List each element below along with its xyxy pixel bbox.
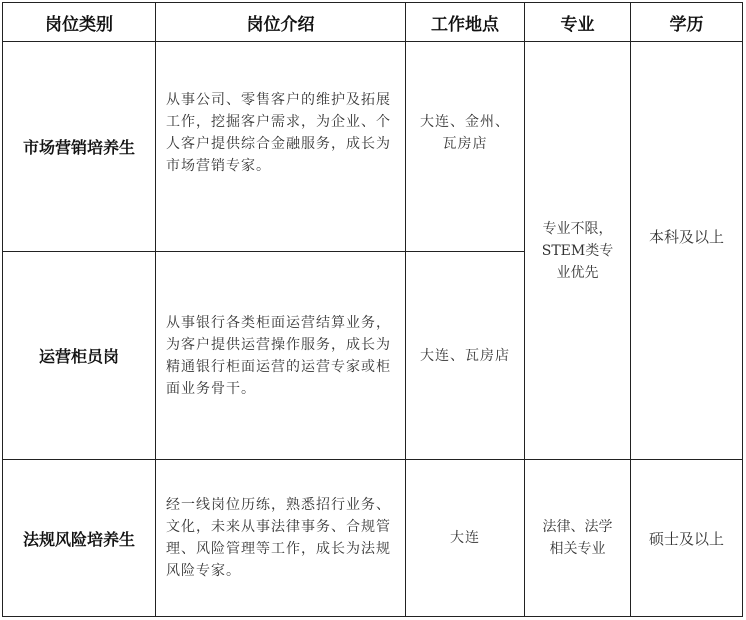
row-category: 运营柜员岗 <box>3 252 156 460</box>
table-header-row <box>3 3 743 42</box>
header-location: 工作地点 <box>406 3 525 42</box>
row-category: 市场营销培养生 <box>3 42 156 252</box>
shared-education: 本科及以上 <box>631 42 743 460</box>
header-education: 学历 <box>631 3 743 42</box>
header-category: 岗位类别 <box>3 3 156 42</box>
shared-major: 专业不限，STEM类专业优先 <box>525 42 631 460</box>
header-major: 专业 <box>525 3 631 42</box>
row-description: 从事银行各类柜面运营结算业务，为客户提供运营操作服务，成长为精通银行柜面运营的运营专家或柜面业务骨干。 <box>156 252 406 460</box>
row-major: 法律、法学相关专业 <box>525 460 631 617</box>
table-row <box>3 460 743 617</box>
row-description: 经一线岗位历练，熟悉招行业务、文化，未来从事法律事务、合规管理、风险管理等工作，成长为法规风险专家。 <box>156 460 406 617</box>
row-location: 大连、金州、瓦房店 <box>406 42 525 252</box>
row-description: 从事公司、零售客户的维护及拓展工作，挖掘客户需求，为企业、个人客户提供综合金融服务，成长为市场营销专家。 <box>156 42 406 252</box>
table-row <box>3 42 743 252</box>
row-location: 大连、瓦房店 <box>406 252 525 460</box>
row-education: 硕士及以上 <box>631 460 743 617</box>
job-positions-table <box>2 2 743 617</box>
header-description: 岗位介绍 <box>156 3 406 42</box>
row-category: 法规风险培养生 <box>3 460 156 617</box>
row-location: 大连 <box>406 460 525 617</box>
